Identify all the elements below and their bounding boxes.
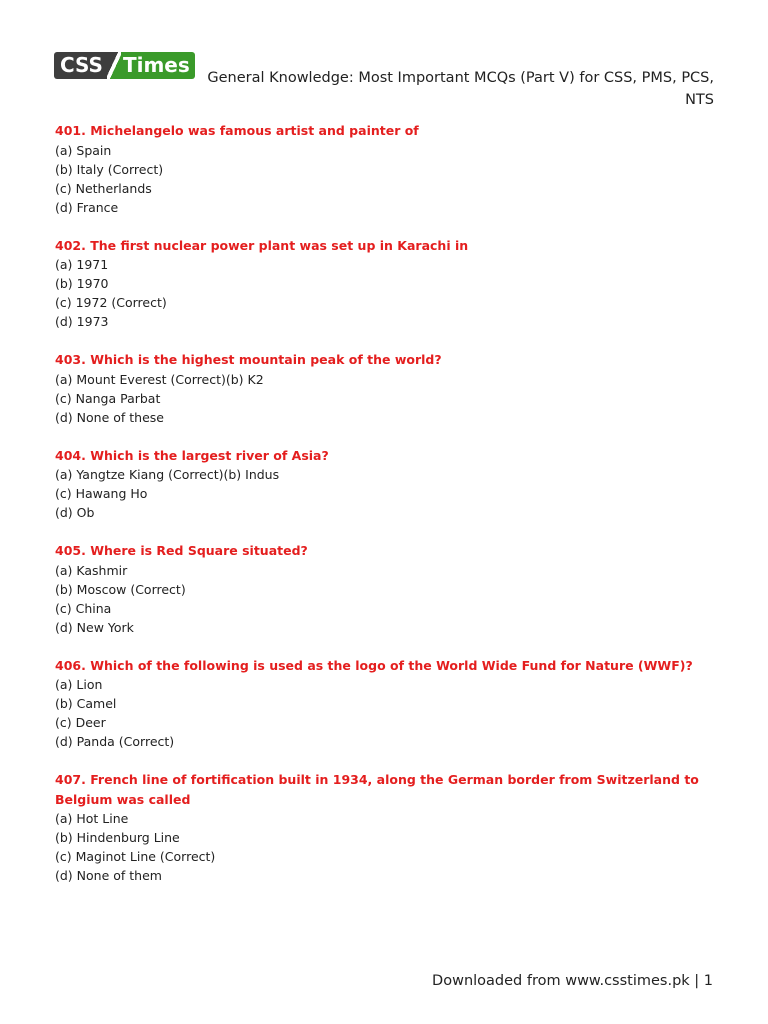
- logo-times-text: Times: [121, 52, 195, 79]
- question-title: 406. Which of the following is used as the logo of the World Wide Fund for Nature (WWF)?: [55, 657, 693, 673]
- question-406: [55, 656, 715, 752]
- document-title-line1: General Knowledge: Most Important MCQs (Part V) for CSS, PMS, PCS,: [207, 70, 714, 86]
- option-d: (d) France: [55, 199, 119, 215]
- option-c: (c) 1972 (Correct): [55, 295, 167, 310]
- document-title: [200, 67, 714, 111]
- option-a-b: (a) Mount Everest (Correct)(b) K2: [55, 371, 264, 387]
- question-404: [55, 446, 715, 523]
- question-403: [55, 350, 715, 427]
- option-b: (b) Italy (Correct): [55, 161, 164, 177]
- document-title-line2: NTS: [685, 92, 714, 108]
- question-401: [55, 121, 715, 217]
- option-c: (c) Hawang Ho: [55, 486, 148, 501]
- logo-css-text: CSS: [54, 52, 107, 79]
- option-c: (c) Deer: [55, 715, 106, 730]
- option-a: (a) Lion: [55, 677, 103, 692]
- option-a: (a) Hot Line: [55, 811, 129, 826]
- question-title: 405. Where is Red Square situated?: [55, 543, 308, 558]
- option-b: (b) Moscow (Correct): [55, 581, 186, 597]
- option-d: (d) New York: [55, 619, 134, 635]
- question-title: 407. French line of fortification built in 1934, along the German border from Switzerland to Belgium was called: [55, 772, 699, 807]
- option-a-b: (a) Yangtze Kiang (Correct)(b) Indus: [55, 467, 280, 482]
- question-407: [55, 770, 715, 885]
- option-d: (d) None of these: [55, 409, 164, 425]
- questions-list: [55, 121, 715, 904]
- option-a: (a) Kashmir: [55, 562, 128, 578]
- logo-slash-mark: [107, 52, 121, 79]
- option-d: (d) Panda (Correct): [55, 734, 175, 749]
- option-d: (d) Ob: [55, 505, 95, 520]
- page-footer: Downloaded from www.csstimes.pk | 1: [432, 973, 713, 989]
- option-c: (c) China: [55, 600, 112, 616]
- question-title: 401. Michelangelo was famous artist and painter of: [55, 123, 419, 138]
- option-b: (b) 1970: [55, 276, 109, 291]
- question-405: [55, 541, 715, 637]
- question-title: 404. Which is the largest river of Asia?: [55, 447, 329, 463]
- option-d: (d) 1973: [55, 314, 109, 329]
- option-c: (c) Maginot Line (Correct): [55, 849, 216, 864]
- csstimes-logo: [54, 52, 195, 79]
- option-b: (b) Camel: [55, 696, 117, 711]
- question-title: 402. The first nuclear power plant was set up in Karachi in: [55, 237, 469, 253]
- question-402: [55, 236, 715, 332]
- option-c: (c) Nanga Parbat: [55, 390, 161, 406]
- option-a: (a) 1971: [55, 257, 109, 272]
- option-d: (d) None of them: [55, 868, 162, 883]
- option-b: (b) Hindenburg Line: [55, 830, 180, 845]
- option-c: (c) Netherlands: [55, 180, 152, 196]
- question-title: 403. Which is the highest mountain peak of the world?: [55, 352, 442, 367]
- option-a: (a) Spain: [55, 142, 112, 158]
